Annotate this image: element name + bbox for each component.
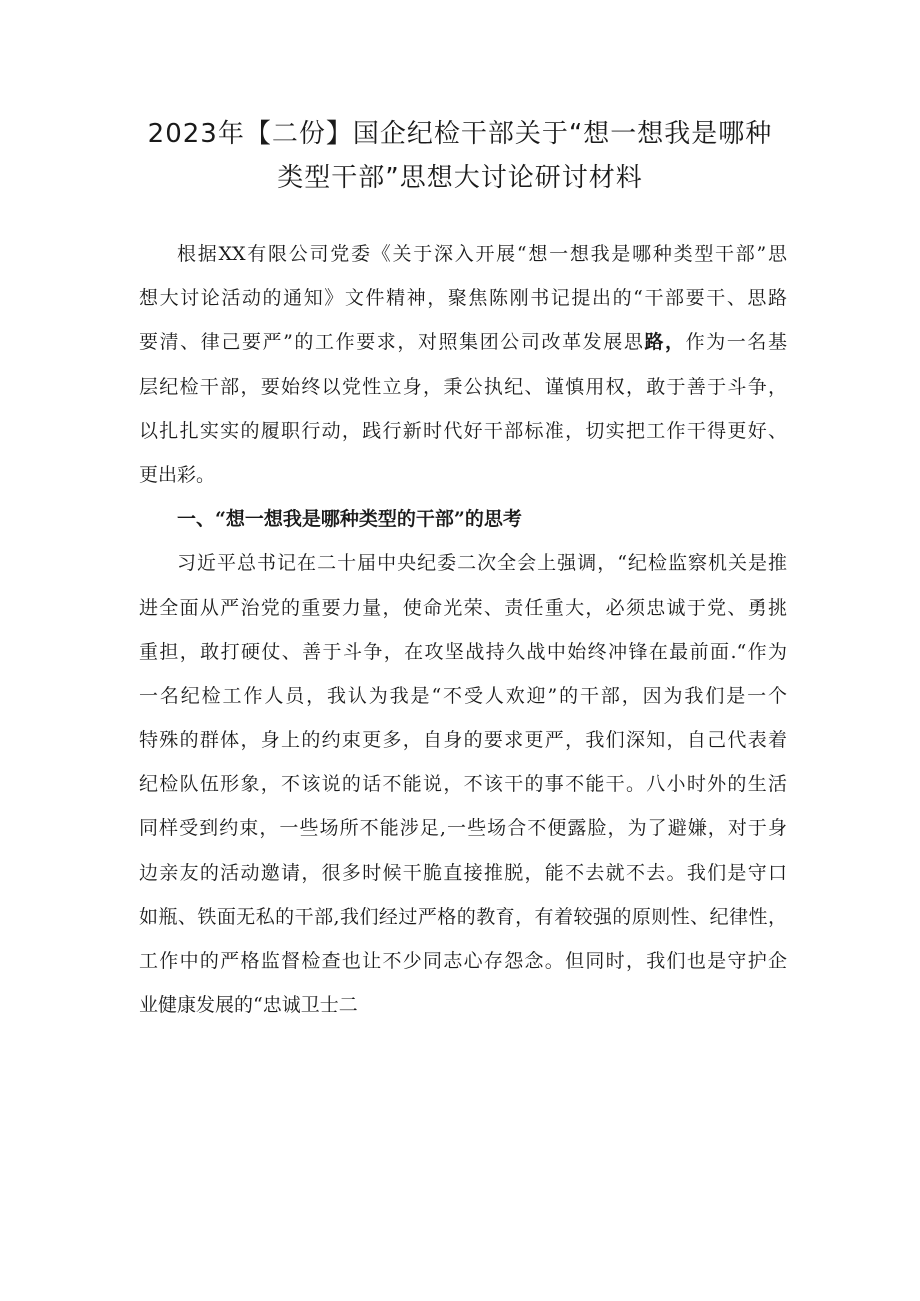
paragraph-line: 习近平总书记在二十届中央纪委二次全会上强调，“纪检监察机关是推 xyxy=(177,552,787,575)
paragraph-line: 特殊的群体，身上的约束更多，自身的要求更严，我们深知，自己代表着 xyxy=(139,729,787,752)
paragraph-line: 如瓶、铁面无私的干部,我们经过严格的教育，有着较强的原则性、纪律性， xyxy=(139,905,787,928)
text-run: 作为一名基 xyxy=(685,331,787,354)
paragraph-line: 根据XX有限公司党委《关于深入开展“想一想我是哪种类型干部”思 xyxy=(177,243,787,265)
intro-paragraph xyxy=(139,232,787,497)
paragraph-line: 同样受到约束，一些场所不能涉足,一些场合不便露脸，为了避嫌，对于身 xyxy=(139,817,787,840)
paragraph-line: 层纪检干部，要始终以党性立身，秉公执纪、谨慎用权，敢于善于斗争， xyxy=(139,375,787,398)
section-1-paragraph xyxy=(139,541,787,1027)
paragraph-line: 更出彩。 xyxy=(139,463,216,486)
title-line-1: 2023年【二份】国企纪检干部关于“想一想我是哪种 xyxy=(147,119,773,149)
paragraph-line: 纪检队伍形象，不该说的话不能说，不该干的事不能干。八小时外的生活 xyxy=(139,773,787,796)
paragraph-line: 进全面从严治党的重要力量，使命光荣、责任重大，必须忠诚于党、勇挑 xyxy=(139,596,787,619)
document-body xyxy=(139,232,787,1027)
paragraph-line: 想大讨论活动的通知》文件精神，聚焦陈刚书记提出的“干部要干、思路 xyxy=(139,287,787,310)
section-heading: 一、“想一想我是哪种类型的干部”的思考 xyxy=(177,508,522,531)
document-title xyxy=(120,112,800,200)
paragraph-line: 工作中的严格监督检查也让不少同志心存怨念。但同时，我们也是守护企 xyxy=(139,950,787,972)
paragraph-line: 一名纪检工作人员，我认为我是“不受人欢迎”的干部，因为我们是一个 xyxy=(139,684,787,707)
title-line-2: 类型干部”思想大讨论研讨材料 xyxy=(277,163,643,193)
paragraph-line: 以扎扎实实的履职行动，践行新时代好干部标准，切实把工作干得更好、 xyxy=(139,419,787,442)
text-run: 要清、律己要严”的工作要求，对照集团公司改革发展思 xyxy=(139,331,645,354)
paragraph-line: 边亲友的活动邀请，很多时候干脆直接推脱，能不去就不去。我们是守口 xyxy=(139,861,787,884)
paragraph-line: 业健康发展的“忠诚卫士二 xyxy=(139,994,358,1017)
paragraph-line xyxy=(139,320,787,364)
bold-text-run: 路， xyxy=(644,331,686,354)
paragraph-line: 重担，敢打硬仗、善于斗争，在攻坚战持久战中始终冲锋在最前面.“作为 xyxy=(139,640,787,663)
